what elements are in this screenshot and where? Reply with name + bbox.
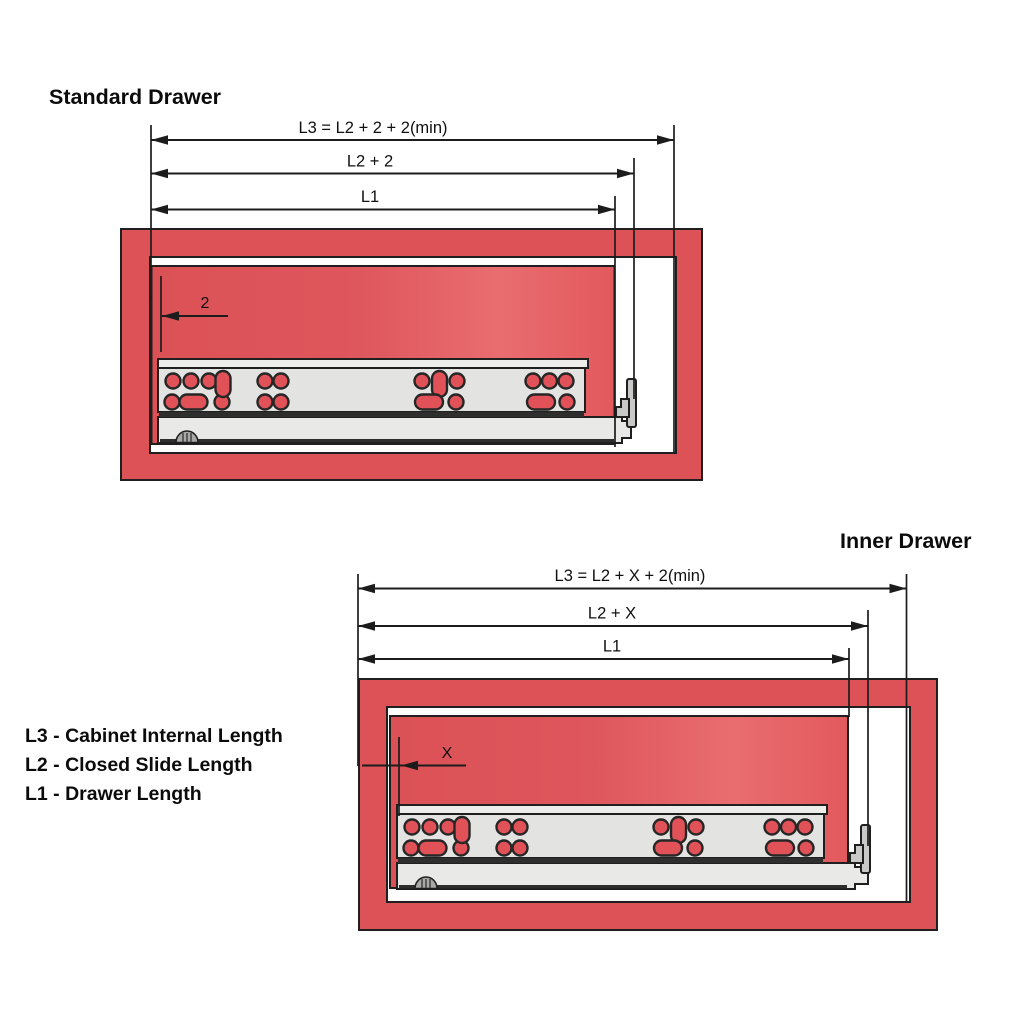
inner-drawer-diagram <box>358 567 937 930</box>
dim-label-l3: L3 = L2 + 2 + 2(min) <box>298 119 448 137</box>
standard-slide-rail <box>158 359 636 443</box>
slide-top-flange <box>397 805 827 814</box>
setback-label: 2 <box>200 295 210 312</box>
slide-slot-horizontal <box>527 395 555 410</box>
slide-hole <box>184 374 199 389</box>
legend-line-l1: L1 - Drawer Length <box>25 783 202 805</box>
slide-hole <box>423 820 438 835</box>
slide-hole <box>513 820 528 835</box>
slide-hole <box>497 820 512 835</box>
slide-slot-vertical <box>216 371 231 397</box>
arrowhead-right <box>598 205 615 215</box>
dim-label-l3: L3 = L2 + X + 2(min) <box>554 567 706 585</box>
slide-hole <box>560 395 575 410</box>
slide-hole <box>799 841 814 856</box>
slide-slot-vertical <box>432 371 447 397</box>
slide-hole <box>689 820 704 835</box>
slide-slot-horizontal <box>419 841 447 856</box>
slide-hole <box>526 374 541 389</box>
dim-label-l2: L2 + X <box>587 604 637 623</box>
slide-top-flange <box>158 359 588 368</box>
slide-slot-vertical <box>455 817 470 843</box>
arrowhead-left <box>358 621 375 631</box>
slide-dark-band <box>398 858 823 863</box>
legend-line-l3: L3 - Cabinet Internal Length <box>25 725 283 747</box>
slide-hole <box>765 820 780 835</box>
slide-hole <box>165 395 180 410</box>
slide-hole <box>441 820 456 835</box>
inner-slide-rail <box>397 805 870 889</box>
arrowhead-left <box>151 169 168 179</box>
slide-lower-rail-edge <box>160 439 614 442</box>
slide-slot-vertical <box>671 817 686 843</box>
arrowhead-right <box>617 169 634 179</box>
dim-label-l1: L1 <box>602 637 622 656</box>
slide-dark-band <box>159 412 584 417</box>
slide-hole <box>450 374 465 389</box>
legend-line-l2: L2 - Closed Slide Length <box>25 754 253 776</box>
slide-hole <box>654 820 669 835</box>
slide-hole <box>274 395 289 410</box>
slide-hole <box>542 374 557 389</box>
standard-drawer-title: Standard Drawer <box>49 85 222 109</box>
slide-hole <box>166 374 181 389</box>
slide-hole <box>404 841 419 856</box>
slide-hole <box>559 374 574 389</box>
slide-hole <box>497 841 512 856</box>
arrowhead-right <box>851 621 868 631</box>
arrowhead-left <box>358 584 375 594</box>
arrowhead-left <box>358 654 375 664</box>
arrowhead-right <box>890 584 907 594</box>
standard-drawer-diagram <box>121 119 702 480</box>
arrowhead-left <box>151 135 168 145</box>
slide-hole <box>258 374 273 389</box>
slide-slot-horizontal <box>766 841 794 856</box>
slide-hole <box>274 374 289 389</box>
slide-hole <box>688 841 703 856</box>
slide-slot-horizontal <box>415 395 443 410</box>
setback-label: X <box>441 745 453 762</box>
slide-hole <box>405 820 420 835</box>
slide-hole <box>415 374 430 389</box>
slide-hole <box>258 395 273 410</box>
arrowhead-left <box>151 205 168 215</box>
arrowhead-right <box>832 654 849 664</box>
slide-slot-horizontal <box>654 841 682 856</box>
slide-slot-horizontal <box>180 395 208 410</box>
arrowhead-right <box>657 135 674 145</box>
dim-label-l2: L2 + 2 <box>346 152 394 171</box>
slide-hole <box>449 395 464 410</box>
slide-hole <box>202 374 217 389</box>
slide-hole <box>798 820 813 835</box>
slide-lower-rail-edge <box>399 885 847 888</box>
slide-hole <box>781 820 796 835</box>
slide-hole <box>513 841 528 856</box>
dim-label-l1: L1 <box>360 188 380 206</box>
inner-drawer-title: Inner Drawer <box>840 529 972 553</box>
